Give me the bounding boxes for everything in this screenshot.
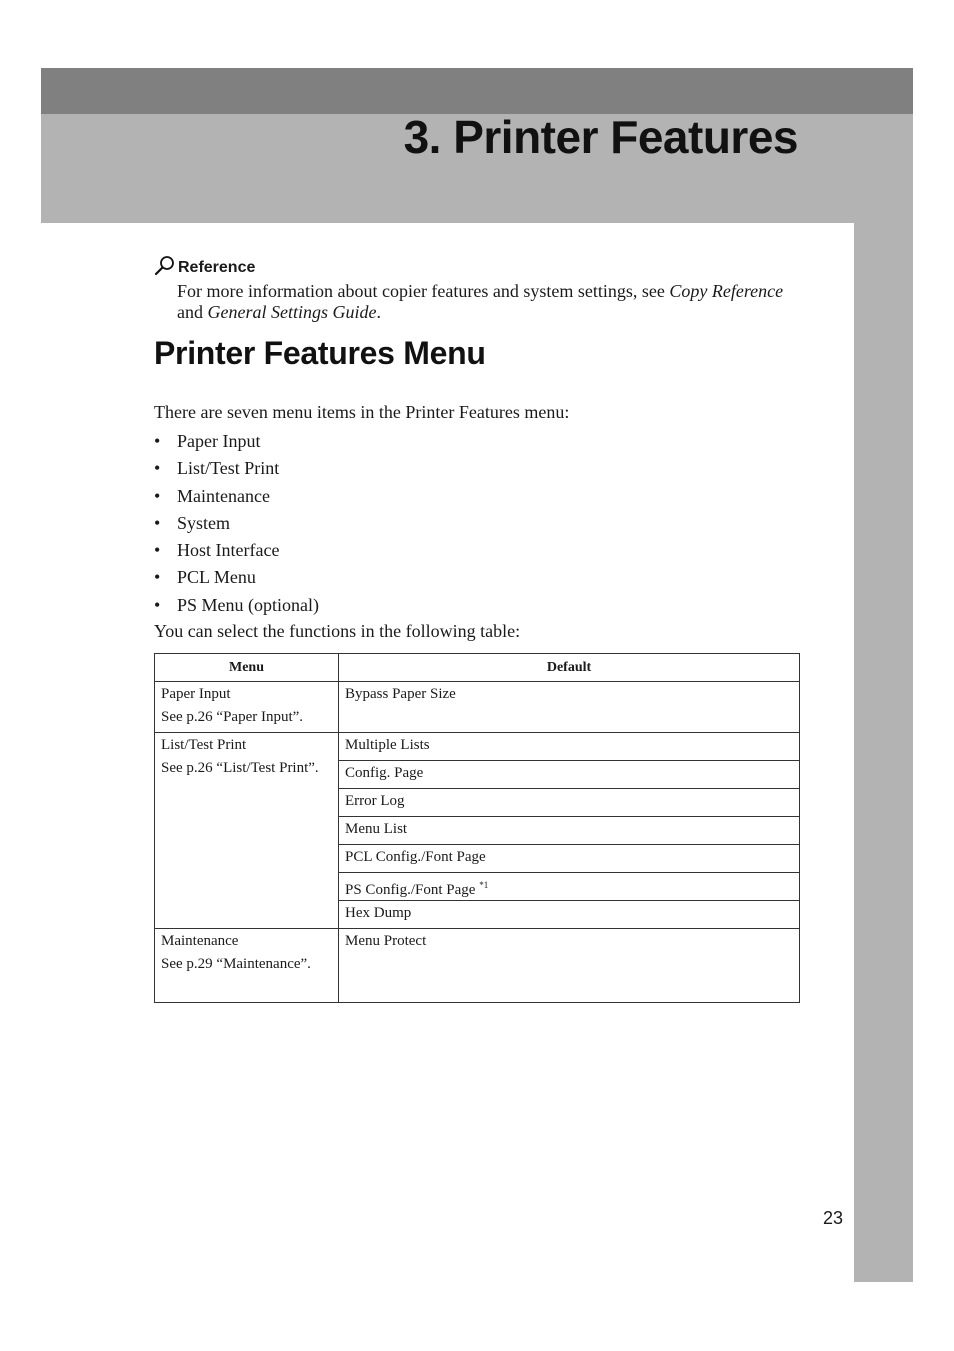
default-cell: Hex Dump: [339, 901, 800, 929]
footnote-marker: *1: [479, 880, 489, 890]
reference-title-copy: Copy Reference: [669, 281, 784, 301]
menu-name: Paper Input: [161, 686, 231, 702]
header-menu: Menu: [155, 654, 339, 682]
default-cell: Error Log: [339, 789, 800, 817]
table-row: [155, 733, 800, 761]
header-default: Default: [339, 654, 800, 682]
default-cell: Menu Protect: [339, 929, 800, 1003]
list-item: • Paper Input: [154, 430, 319, 457]
reference-heading-label: Reference: [178, 259, 256, 276]
menu-see-link: See p.26 “Paper Input”.: [161, 709, 304, 725]
page-number: 23: [823, 1208, 844, 1228]
table-intro: You can select the functions in the following table:: [154, 621, 521, 641]
list-item: • Maintenance: [154, 485, 319, 512]
menu-see-link: See p.26 “List/Test Print”.: [161, 760, 319, 776]
table-row: [155, 929, 800, 1003]
side-tab-bar: [854, 223, 913, 1282]
table-row: [155, 682, 800, 733]
default-cell: Menu List: [339, 817, 800, 845]
default-cell: Bypass Paper Size: [339, 682, 800, 733]
table-header-row: [155, 654, 800, 682]
menu-see-link: See p.29 “Maintenance”.: [161, 956, 311, 972]
list-item: • PS Menu (optional): [154, 594, 319, 621]
magnifier-icon: [154, 255, 176, 277]
list-item: • PCL Menu: [154, 566, 319, 593]
default-cell: PS Config./Font Page $^{*1}$: [339, 873, 800, 901]
menu-name: List/Test Print: [161, 737, 247, 753]
chapter-band-top: [41, 68, 913, 114]
list-item: • List/Test Print: [154, 457, 319, 484]
menu-cell: [155, 682, 339, 733]
chapter-title: 3. Printer Features: [403, 111, 798, 163]
menu-cell: [155, 733, 339, 929]
default-cell: PCL Config./Font Page: [339, 845, 800, 873]
menu-item-list: [154, 430, 319, 621]
reference-text: For more information about copier features and system settings, see Copy Reference and General Settings Guide.: [177, 281, 784, 322]
default-cell: Multiple Lists: [339, 733, 800, 761]
default-cell: Config. Page: [339, 761, 800, 789]
section-intro: There are seven menu items in the Printer Features menu:: [154, 402, 570, 422]
reference-title-general: General Settings Guide: [207, 302, 377, 322]
menu-name: Maintenance: [161, 933, 239, 949]
list-item: • System: [154, 512, 319, 539]
reference-heading: [154, 255, 255, 277]
functions-table: [154, 653, 800, 1003]
menu-cell: [155, 929, 339, 1003]
list-item: • Host Interface: [154, 539, 319, 566]
section-title: Printer Features Menu: [154, 335, 486, 371]
